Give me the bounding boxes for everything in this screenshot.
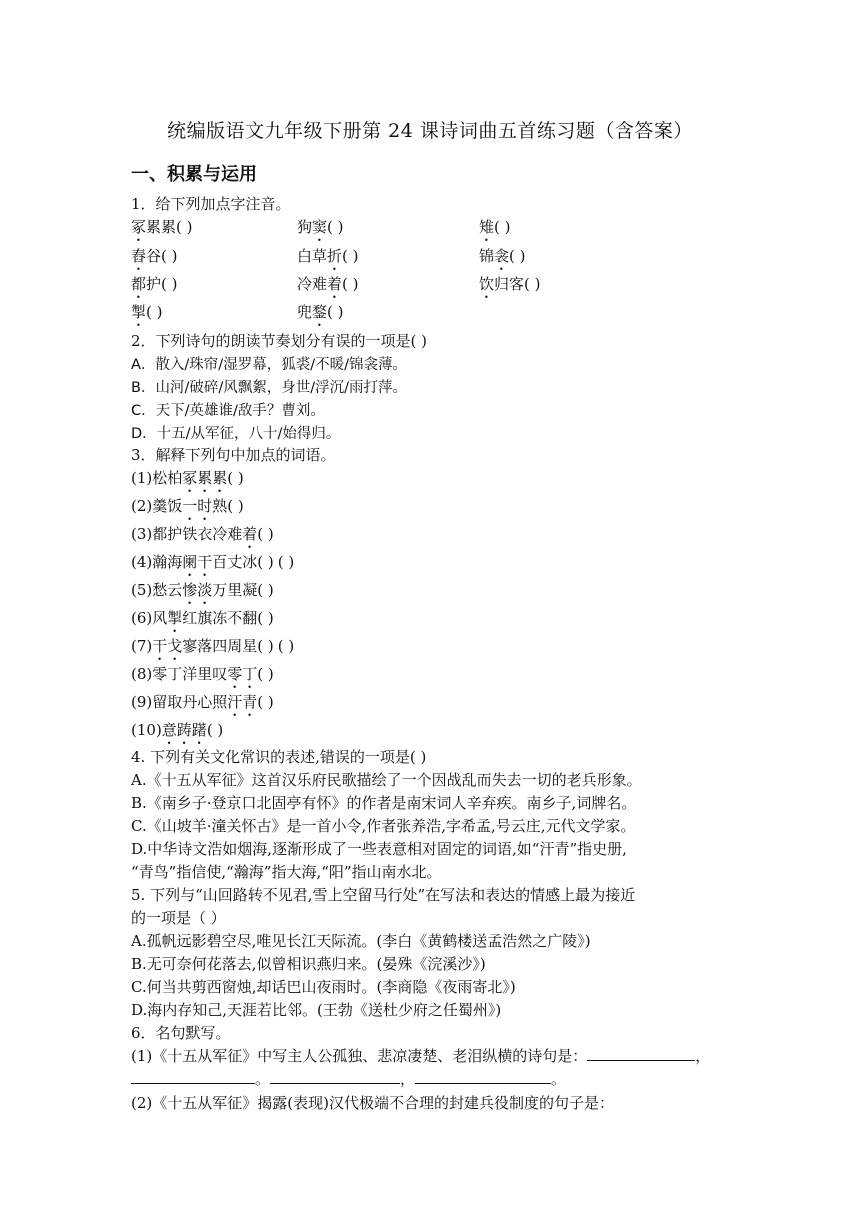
pinyin-item [131, 302, 163, 330]
pinyin-word: 归客 [494, 275, 525, 293]
q3-item [131, 720, 223, 748]
item-text: 寥落四周星 [182, 637, 258, 655]
pinyin-word: 掣 [131, 303, 147, 321]
item-text: 掣 [167, 609, 183, 627]
item-text: 万里凝 [212, 581, 258, 599]
answer-blank[interactable]: ( ) [257, 693, 274, 711]
q3-item [131, 580, 274, 608]
item-number: (8) [131, 665, 153, 683]
q3-item [131, 608, 274, 636]
answer-blank[interactable]: ( ) [342, 247, 359, 265]
pinyin-item [479, 217, 511, 245]
answer-blank[interactable]: ( ) [257, 665, 274, 683]
item-number: (6) [131, 609, 153, 627]
q3-item [131, 468, 244, 496]
pinyin-item [131, 246, 178, 274]
answer-blank[interactable] [270, 1069, 400, 1084]
q2-stem: 2．下列诗句的朗读节奏划分有误的一项是( ) [131, 332, 428, 350]
q1-stem: 1．给下列加点字注音。 [131, 195, 291, 213]
pinyin-word: 鍪 [312, 303, 328, 321]
pinyin-word: 饮 [479, 275, 495, 293]
item-text: 留取丹心照 [152, 693, 228, 711]
q5-option-a: A.孤帆远影碧空尽,唯见长江天际流。(李白《黄鹤楼送孟浩然之广陵》) [131, 932, 591, 950]
q6-item-1-text: (1)《十五从军征》中写主人公孤独、悲凉凄楚、老泪纵横的诗句是： [131, 1047, 588, 1065]
q6-comma: ， [400, 1070, 416, 1088]
item-text: 愁云 [152, 581, 183, 599]
pinyin-item [479, 274, 541, 302]
item-text: 零丁 [227, 665, 258, 683]
pinyin-item [297, 302, 344, 330]
q5-option-b: B.无可奈何花落去,似曾相识燕归来。(晏殊《浣溪沙》) [131, 955, 486, 973]
q6-item-2: (2)《十五从军征》揭露(表现)汉代极端不合理的封建兵役制度的句子是： [131, 1094, 614, 1112]
q6-period: 。 [551, 1070, 567, 1088]
answer-blank[interactable]: ( ) [257, 581, 274, 599]
pinyin-word: 衾 [494, 247, 510, 265]
item-text: 松柏 [152, 469, 183, 487]
q4-option-a: A.《十五从军征》这首汉乐府民歌描绘了一个因战乱而失去一切的老兵形象。 [131, 771, 642, 789]
q3-item [131, 692, 274, 720]
pinyin-word: 兜 [297, 303, 313, 321]
answer-blank[interactable]: ( ) [257, 637, 274, 655]
pinyin-word: 锦 [479, 247, 495, 265]
section-heading: 一、积累与运用 [131, 164, 257, 185]
q3-item [131, 552, 294, 580]
answer-blank[interactable]: ( ) [257, 525, 274, 543]
item-number: (7) [131, 637, 153, 655]
item-text: 羹饭 [152, 497, 183, 515]
pinyin-word: 折 [327, 247, 343, 265]
answer-blank[interactable]: ( ) [161, 247, 178, 265]
q5-stem-line2: 的一项是（ ） [131, 909, 226, 927]
pinyin-word: 冢 [131, 218, 147, 236]
q3-stem: 3．解释下列句中加点的词语。 [131, 446, 336, 464]
q5-option-d: D.海内存知己,天涯若比邻。(王勃《送杜少府之任蜀州》) [131, 1001, 502, 1019]
q2-option-c: C．天下/英雄谁/敌手？曹刘。 [131, 403, 325, 419]
answer-blank[interactable]: ( ) [277, 553, 295, 571]
item-text: 瀚海 [152, 553, 183, 571]
pinyin-word: 狗 [297, 218, 313, 236]
answer-blank[interactable]: ( ) [342, 275, 359, 293]
answer-blank[interactable] [131, 1069, 255, 1084]
item-text: 干戈 [152, 637, 183, 655]
q6-comma: ， [695, 1047, 711, 1065]
answer-blank[interactable]: ( ) [176, 218, 193, 236]
item-text: 都护铁衣冷难 [152, 525, 243, 543]
item-number: (5) [131, 581, 153, 599]
pinyin-word: 舂 [131, 247, 147, 265]
item-number: (9) [131, 693, 153, 711]
item-number: (2) [131, 497, 153, 515]
item-text: 汗青 [227, 693, 258, 711]
pinyin-word: 谷 [146, 247, 162, 265]
answer-blank[interactable]: ( ) [227, 469, 244, 487]
answer-blank[interactable]: ( ) [327, 303, 344, 321]
answer-blank[interactable]: ( ) [227, 497, 244, 515]
pinyin-word: 护 [146, 275, 162, 293]
q6-stem: 6．名句默写。 [131, 1024, 231, 1042]
pinyin-word: 白草 [297, 247, 328, 265]
answer-blank[interactable]: ( ) [206, 721, 224, 739]
q4-option-c: C.《山坡羊·潼关怀古》是一首小令,作者张养浩,字希孟,号云庄,元代文学家。 [131, 817, 636, 835]
q5-stem-line1: 5. 下列与“山回路转不见君,雪上空留马行处”在写法和表达的情感上最为接近 [131, 886, 636, 904]
q6-period: 。 [255, 1070, 271, 1088]
answer-blank[interactable]: ( ) [277, 637, 295, 655]
pinyin-word: 窦 [312, 218, 328, 236]
q4-option-b: B.《南乡子·登京口北固亭有怀》的作者是南宋词人辛弃疾。南乡子,词牌名。 [131, 794, 637, 812]
item-text: 着 [242, 525, 258, 543]
pinyin-item [297, 274, 359, 302]
answer-blank[interactable] [587, 1046, 695, 1061]
pinyin-item [479, 246, 526, 274]
answer-blank[interactable]: ( ) [257, 609, 274, 627]
q3-item [131, 524, 274, 552]
answer-blank[interactable] [415, 1069, 551, 1084]
answer-blank[interactable]: ( ) [524, 275, 541, 293]
pinyin-word: 累累 [146, 218, 177, 236]
item-text: 风 [152, 609, 168, 627]
answer-blank[interactable]: ( ) [494, 218, 511, 236]
pinyin-word: 着 [327, 275, 343, 293]
answer-blank[interactable]: ( ) [161, 275, 178, 293]
q3-item [131, 496, 244, 524]
item-number: (3) [131, 525, 153, 543]
pinyin-word: 都 [131, 275, 147, 293]
q3-item [131, 636, 294, 664]
q2-option-a: A．散入/珠帘/湿罗幕，狐裘/不暖/锦衾薄。 [131, 357, 407, 373]
q6-item-1 [131, 1046, 710, 1066]
q3-item [131, 664, 274, 692]
pinyin-item [131, 274, 178, 302]
q2-option-d: D．十五/从军征，八十/始得归。 [131, 426, 341, 442]
item-number: (10) [131, 721, 162, 739]
pinyin-word: 雉 [479, 218, 495, 236]
item-number: (1) [131, 469, 153, 487]
q5-option-c: C.何当共剪西窗烛,却话巴山夜雨时。(李商隐《夜雨寄北》) [131, 978, 516, 996]
document-title: 统编版语文九年级下册第 24 课诗词曲五首练习题（含答案） [167, 120, 693, 142]
item-text: 一时 [182, 497, 213, 515]
q4-option-d: D.中华诗文浩如烟海,逐渐形成了一些表意相对固定的词语,如“汗青”指史册, [131, 840, 627, 858]
q4-stem: 4. 下列有关文化常识的表述,错误的一项是( ) [131, 748, 427, 766]
item-text: 冢累累 [182, 469, 228, 487]
answer-blank[interactable]: ( ) [257, 553, 274, 571]
pinyin-item [297, 246, 359, 274]
item-text: 零丁洋里叹 [152, 665, 228, 683]
item-number: (4) [131, 553, 153, 571]
pinyin-item [131, 217, 193, 245]
q6-item-1-cont [131, 1069, 566, 1089]
q2-option-b: B．山河/破碎/风飘絮，身世/浮沉/雨打萍。 [131, 380, 407, 396]
item-text: 阑干 [182, 553, 213, 571]
item-text: 意踌躇 [161, 721, 207, 739]
item-text: 百丈冰 [212, 553, 258, 571]
item-text: 熟 [212, 497, 228, 515]
pinyin-item [297, 217, 344, 245]
answer-blank[interactable]: ( ) [146, 303, 163, 321]
item-text: 红旗冻不翻 [182, 609, 258, 627]
q4-option-d-cont: “青鸟”指信使,“瀚海”指大海,“阳”指山南水北。 [131, 863, 442, 881]
answer-blank[interactable]: ( ) [327, 218, 344, 236]
item-text: 惨淡 [182, 581, 213, 599]
answer-blank[interactable]: ( ) [509, 247, 526, 265]
pinyin-word: 冷难 [297, 275, 328, 293]
